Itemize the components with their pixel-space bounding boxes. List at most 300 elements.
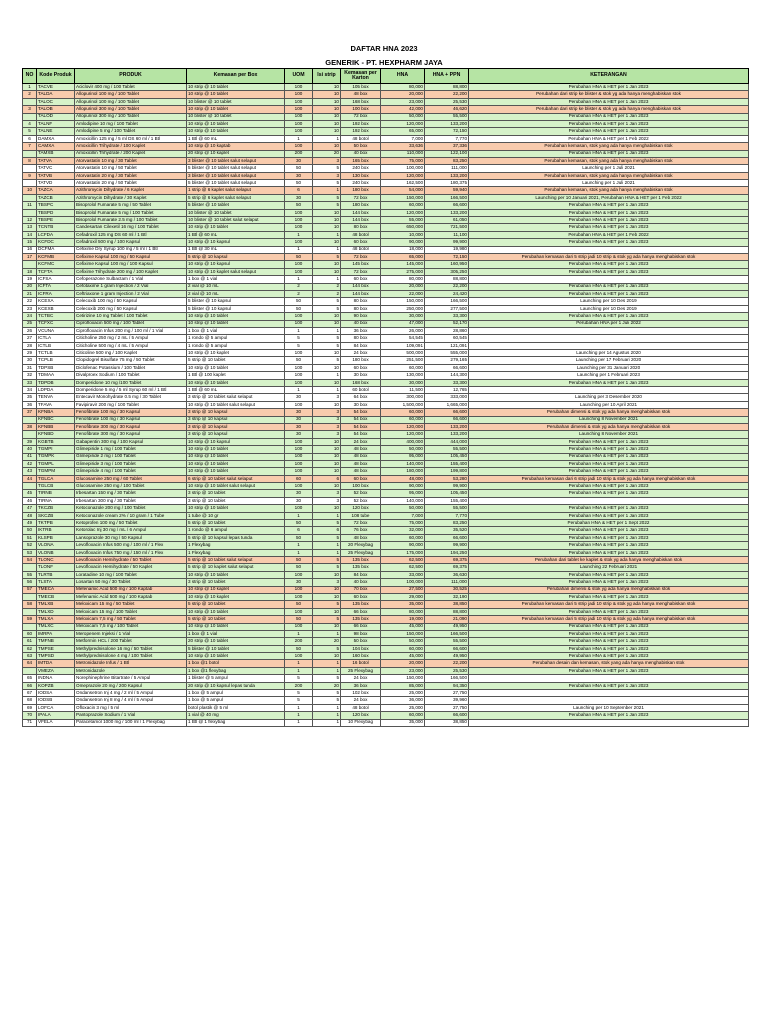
table-row	[23, 298, 749, 305]
row-kemasan-per-box: 10 strip @ 10 tablet salut selaput	[187, 401, 285, 408]
row-no: 16	[23, 246, 37, 253]
row-hna: 18,000	[381, 246, 425, 253]
table-row	[23, 379, 749, 386]
row-isi-strip: 5	[313, 697, 341, 704]
row-isi-strip: 10	[313, 320, 341, 327]
table-row	[23, 534, 749, 541]
row-kode-produk: ICTLA	[37, 335, 75, 342]
row-kode-produk: TIRNA	[37, 497, 75, 504]
row-kemasan-per-karton: 72 box	[341, 253, 381, 260]
row-produk: Amlodipine 5 mg / 100 Tablet	[75, 128, 187, 135]
row-kemasan-per-box: 1 box @1 botol	[187, 660, 285, 667]
row-uom: 30	[285, 394, 313, 401]
row-produk: Ondansetron Inj 8 mg / 4 ml / 5 Ampul	[75, 697, 187, 704]
row-hna: 175,000	[381, 549, 425, 556]
row-isi-strip: 3	[313, 416, 341, 423]
row-isi-strip: 5	[313, 357, 341, 364]
row-hna: 33,636	[381, 143, 425, 150]
row-kemasan-per-box: 1 box @ 1 vial	[187, 327, 285, 334]
row-kemasan-per-box: 1 Btl @ 30 mL	[187, 246, 285, 253]
row-produk: Citicoline 500 mg / 100 Kaplet	[75, 350, 187, 357]
row-kode-produk: TMLXC	[37, 623, 75, 630]
row-hna-ppn: 133,200	[425, 423, 469, 430]
row-kemasan-per-box: 3 strip @ 10 tablet	[187, 579, 285, 586]
row-keterangan: Perubahan HNA & HET per 1 Jan 2023	[469, 217, 749, 224]
row-no: 61	[23, 638, 37, 645]
table-row	[23, 557, 749, 564]
row-uom: 50	[285, 202, 313, 209]
row-keterangan	[469, 246, 749, 253]
row-isi-strip: 20	[313, 638, 341, 645]
row-hna-ppn: 105,450	[425, 453, 469, 460]
row-kode-produk: KCFMB	[37, 253, 75, 260]
row-hna: 140,000	[381, 460, 425, 467]
table-row	[23, 475, 749, 482]
row-keterangan	[469, 697, 749, 704]
row-keterangan: Perubahan HNA & HET per 1 Jan 2023	[469, 645, 749, 652]
row-kode-produk: TBSPD	[37, 209, 75, 216]
row-hna-ppn: 39,960	[425, 697, 469, 704]
row-kemasan-per-box: 1 blister @ 5 ampul	[187, 675, 285, 682]
row-no	[23, 623, 37, 630]
row-kode-produk: KLSPB	[37, 534, 75, 541]
row-kemasan-per-box: 1 Flexybag	[187, 542, 285, 549]
row-no: 56	[23, 579, 37, 586]
row-produk: Pantoprazole Sodium / 1 Vial	[75, 712, 187, 719]
row-kemasan-per-karton: 180 box	[341, 357, 381, 364]
table-row	[23, 84, 749, 91]
row-produk: Azithromycin Dihydrate / 6 Kaplet	[75, 187, 187, 194]
table-row	[23, 202, 749, 209]
row-keterangan	[469, 497, 749, 504]
row-kode-produk: TCFXC	[37, 320, 75, 327]
row-uom: 50	[285, 601, 313, 608]
row-keterangan: Perubahan kemasan dari 5 strip jadi 10 strip & stok yg ada hanya menghabiskan stok	[469, 601, 749, 608]
row-uom: 100	[285, 320, 313, 327]
row-hna: 120,000	[381, 120, 425, 127]
row-produk: Levofloxacin Infus 750 mg / 150 ml / 1 Flex	[75, 549, 187, 556]
row-hna-ppn: 69,375	[425, 564, 469, 571]
row-isi-strip: 1	[313, 276, 341, 283]
row-kemasan-per-karton: 60 box	[341, 364, 381, 371]
document-subtitle: GENERIK - PT. HEXPHARM JAYA	[325, 58, 443, 67]
row-isi-strip: 5	[313, 557, 341, 564]
row-hna-ppn: 155,400	[425, 497, 469, 504]
row-produk: Glimepiride 3 mg / 100 Tablet	[75, 460, 187, 467]
row-kemasan-per-box: 1 box @ 1 vial	[187, 276, 285, 283]
row-kemasan-per-box: 10 strip @ 10 tablet	[187, 608, 285, 615]
row-uom: 100	[285, 483, 313, 490]
row-keterangan: Perubahan HNA & HET per 1 Jan 2023	[469, 579, 749, 586]
row-kemasan-per-karton: 144 box	[341, 209, 381, 216]
table-row	[23, 327, 749, 334]
row-keterangan: Perubahan HNA & HET per 1 Feb 2022	[469, 135, 749, 142]
row-keterangan: Perubahan HNA & HET per 1 Jan 2023	[469, 313, 749, 320]
row-keterangan: Perubahan dari tablet ke kaplet & stok yg ada hanya menghabiskan stok	[469, 557, 749, 564]
row-keterangan: Perubahan HNA & HET per 1 Jan 2023	[469, 667, 749, 674]
row-isi-strip: 5	[313, 202, 341, 209]
row-kemasan-per-box: 10 strip @ 10 kaplet	[187, 586, 285, 593]
row-hna-ppn: 24,420	[425, 290, 469, 297]
row-keterangan: Perubahan dari strip ke blister & stok yg ada hanya menghabiskan stok	[469, 91, 749, 98]
table-row	[23, 704, 749, 711]
row-produk: Fenofibrate 300 mg / 30 Kapsul	[75, 431, 187, 438]
row-keterangan: Perubahan HNA & HET per 1 Jan 2023	[469, 438, 749, 445]
row-keterangan: Perubahan kemasan dari 6 strip jadi 10 strip & stok yg ada hanya menghabiskan stok	[469, 475, 749, 482]
row-kode-produk: TENVA	[37, 394, 75, 401]
row-kemasan-per-box: 10 strip @ 10 tablet	[187, 460, 285, 467]
row-isi-strip: 1	[313, 549, 341, 556]
row-keterangan	[469, 387, 749, 394]
row-kemasan-per-box: 1 box @1 flexybag	[187, 667, 285, 674]
row-keterangan	[469, 675, 749, 682]
row-hna-ppn: 7,770	[425, 512, 469, 519]
row-kemasan-per-karton: 40 box	[341, 320, 381, 327]
row-isi-strip: 5	[313, 675, 341, 682]
table-row	[23, 660, 749, 667]
row-kode-produk: TMLXB	[37, 601, 75, 608]
row-keterangan	[469, 276, 749, 283]
row-keterangan: Perubahan HNA & HET per 1 Jan 2023	[469, 120, 749, 127]
row-keterangan: Perubahan HNA & HET per 1 Sept 2022	[469, 520, 749, 527]
row-keterangan: Perubahan kemasan, stok yang ada hanya menghabiskan stok	[469, 172, 749, 179]
row-produk: Ofloxacin 3 mg / 5 ml	[75, 704, 187, 711]
row-no	[23, 483, 37, 490]
row-keterangan: Perubahan HNA per 1 Juli 2022	[469, 320, 749, 327]
table-row	[23, 143, 749, 150]
row-produk: Ketorolac Inj 30 mg / mL / 6 Ampul	[75, 527, 187, 534]
row-kode-produk: TMPSE	[37, 645, 75, 652]
row-hna: 650,000	[381, 224, 425, 231]
row-produk: Ceftriaxone 1 gram Injection / 2 Vial	[75, 290, 187, 297]
row-produk: Allopurinol 100 mg / 100 Tablet	[75, 98, 187, 105]
row-hna-ppn: 133,200	[425, 431, 469, 438]
row-hna-ppn: 49,950	[425, 623, 469, 630]
header-no: NO	[23, 69, 37, 84]
row-no: 57	[23, 586, 37, 593]
row-hna: 95,000	[381, 453, 425, 460]
row-hna-ppn: 66,600	[425, 712, 469, 719]
table-row	[23, 431, 749, 438]
row-kode-produk: IMRPA	[37, 630, 75, 637]
row-no: 41	[23, 453, 37, 460]
row-hna-ppn: 83,250	[425, 157, 469, 164]
table-row	[23, 224, 749, 231]
row-kode-produk: TDPSB	[37, 364, 75, 371]
row-hna-ppn: 35,520	[425, 527, 469, 534]
row-kemasan-per-box: 1 vial @ 40 mg	[187, 712, 285, 719]
row-kemasan-per-box: 5 strip @ 10 tablet	[187, 520, 285, 527]
row-produk: Citicholine 250 mg / 2 mL / 5 Ampul	[75, 335, 187, 342]
row-kode-produk: TAMXB	[37, 150, 75, 157]
row-keterangan	[469, 690, 749, 697]
header-keterangan: KETERANGAN	[469, 69, 749, 84]
row-kemasan-per-karton: 76 box	[341, 527, 381, 534]
row-hna-ppn: 160,950	[425, 261, 469, 268]
row-isi-strip: 1	[313, 246, 341, 253]
row-hna: 85,000	[381, 682, 425, 689]
row-kemasan-per-box: 1 box @ 5 ampul	[187, 690, 285, 697]
row-kode-produk: TCTLB	[37, 350, 75, 357]
row-hna: 80,000	[381, 276, 425, 283]
row-isi-strip: 5	[313, 564, 341, 571]
row-isi-strip: 10	[313, 128, 341, 135]
row-kemasan-per-box: 1 Btl @ 60 mL	[187, 231, 285, 238]
row-hna: 23,000	[381, 667, 425, 674]
row-isi-strip: 10	[313, 98, 341, 105]
row-hna-ppn: 83,250	[425, 520, 469, 527]
row-isi-strip: 10	[313, 350, 341, 357]
row-kemasan-per-karton: 160 box	[341, 653, 381, 660]
row-hna: 110,000	[381, 150, 425, 157]
row-hna: 60,000	[381, 416, 425, 423]
row-produk: Amoxicillin Trihydrate / 200 Kaplet	[75, 150, 187, 157]
row-isi-strip: 3	[313, 431, 341, 438]
row-kemasan-per-karton: 80 box	[341, 224, 381, 231]
row-keterangan: Perubahan HNA & HET per 1 Jan 2023	[469, 534, 749, 541]
row-kemasan-per-karton: 36 box	[341, 327, 381, 334]
row-hna: 60,000	[381, 712, 425, 719]
row-hna-ppn: 279,165	[425, 357, 469, 364]
row-kemasan-per-karton: 240 box	[341, 180, 381, 187]
row-uom: 50	[285, 357, 313, 364]
row-isi-strip: 10	[313, 586, 341, 593]
row-kemasan-per-box: 1 box @ 5 ampul	[187, 697, 285, 704]
row-kode-produk: TAZCA	[37, 187, 75, 194]
row-uom: 200	[285, 150, 313, 157]
row-hna-ppn: 27,750	[425, 690, 469, 697]
row-isi-strip: 1	[313, 704, 341, 711]
row-kemasan-per-karton: 48 botol	[341, 231, 381, 238]
row-hna: 7,000	[381, 135, 425, 142]
row-produk: Atorvastatin 10 mg / 30 Tablet	[75, 157, 187, 164]
table-row	[23, 446, 749, 453]
table-row	[23, 512, 749, 519]
row-isi-strip: 3	[313, 579, 341, 586]
row-produk: Allopurinol 300 mg / 100 Tablet	[75, 106, 187, 113]
row-isi-strip: 3	[313, 157, 341, 164]
row-no: 3	[23, 106, 37, 113]
row-hna: 145,000	[381, 261, 425, 268]
row-no: 44	[23, 475, 37, 482]
row-uom: 5	[285, 342, 313, 349]
row-kemasan-per-box: 5 blister @ 10 tablet salut selaput	[187, 165, 285, 172]
row-kemasan-per-box: 1 Btl @ 100 kaplet	[187, 372, 285, 379]
row-hna: 60,000	[381, 409, 425, 416]
row-kemasan-per-box: 10 strip @ 10 kapsul	[187, 261, 285, 268]
row-keterangan: Perubahan HNA & HET per 1 Jan 2023	[469, 239, 749, 246]
row-hna: 42,000	[381, 106, 425, 113]
row-hna: 65,000	[381, 128, 425, 135]
row-hna-ppn: 111,000	[425, 165, 469, 172]
row-keterangan: Perubahan HNA & HET per 1 Jan 2023	[469, 638, 749, 645]
row-produk: Cefixime Trihydrate 200 mg / 100 Kaplet	[75, 268, 187, 275]
row-isi-strip: 3	[313, 409, 341, 416]
table-row	[23, 601, 749, 608]
row-isi-strip: 10	[313, 224, 341, 231]
row-isi-strip: 10	[313, 438, 341, 445]
row-uom: 30	[285, 423, 313, 430]
row-isi-strip: 10	[313, 483, 341, 490]
row-produk: Mefenamic Acid 500 mg / 100 Kaptab	[75, 593, 187, 600]
row-isi-strip: 10	[313, 468, 341, 475]
row-keterangan: Perubahan HNA & HET per 1 Jan 2023	[469, 453, 749, 460]
row-keterangan: Perubahan HNA & HET per 1 Jan 2023	[469, 608, 749, 615]
row-kode-produk: TCTBC	[37, 313, 75, 320]
row-no: 63	[23, 653, 37, 660]
row-kemasan-per-karton: 60 box	[341, 475, 381, 482]
row-keterangan: Perubahan kemasan dari 5 strip jadi 10 strip & stok yg ada hanya menghabiskan stok	[469, 253, 749, 260]
row-hna-ppn: 25,530	[425, 667, 469, 674]
row-kemasan-per-karton: 100 box	[341, 106, 381, 113]
row-kemasan-per-karton: 192 box	[341, 128, 381, 135]
row-hna: 54,545	[381, 335, 425, 342]
row-no: 4	[23, 120, 37, 127]
row-kemasan-per-karton: 25 Flexybag	[341, 667, 381, 674]
row-kode-produk: TBSPC	[37, 202, 75, 209]
row-isi-strip: 10	[313, 453, 341, 460]
row-no: 26	[23, 327, 37, 334]
row-keterangan: Perubahan HNA & HET per 1 Jan 2023	[469, 379, 749, 386]
row-produk: Lansoprazole 30 mg / 50 Kapsul	[75, 534, 187, 541]
row-kemasan-per-karton: 135 box	[341, 616, 381, 623]
row-kemasan-per-karton: 48 box	[341, 534, 381, 541]
row-kemasan-per-karton: 50 box	[341, 143, 381, 150]
row-hna-ppn: 555,000	[425, 350, 469, 357]
table-row	[23, 579, 749, 586]
row-keterangan: Launching 22 Februari 2021	[469, 564, 749, 571]
row-uom: 100	[285, 653, 313, 660]
row-produk: Aciclovir 400 mg / 100 Tablet	[75, 84, 187, 91]
row-hna: 100,000	[381, 165, 425, 172]
row-kode-produk: KCFDC	[37, 239, 75, 246]
row-hna: 75,000	[381, 157, 425, 164]
row-uom: 6	[285, 187, 313, 194]
table-row	[23, 564, 749, 571]
row-hna: 25,000	[381, 704, 425, 711]
row-kemasan-per-box: 5 strip @ 10 kapsul lepas tunda	[187, 534, 285, 541]
row-kode-produk: TKCZB	[37, 505, 75, 512]
table-row	[23, 268, 749, 275]
row-kemasan-per-box: 5 blister @ 10 kapsul	[187, 305, 285, 312]
row-keterangan: Launching per 10 Des 2019	[469, 305, 749, 312]
table-row	[23, 246, 749, 253]
row-isi-strip: 10	[313, 460, 341, 467]
row-keterangan: Perubahan HNA & HET per 1 Jan 2023	[469, 505, 749, 512]
row-kemasan-per-box: 1 rondo @ 5 ampul	[187, 342, 285, 349]
row-kemasan-per-box: 1 strip @ 6 kaplet salut selaput	[187, 187, 285, 194]
row-isi-strip: 3	[313, 497, 341, 504]
row-hna: 150,000	[381, 675, 425, 682]
row-uom: 50	[285, 534, 313, 541]
row-keterangan: Perubahan dimensi & stok yg ada hanya menghabiskan stok	[469, 586, 749, 593]
row-kode-produk: DAMXA	[37, 135, 75, 142]
row-produk: Mefenamic Acid 500 mg / 100 Kaptab	[75, 586, 187, 593]
row-uom: 2	[285, 290, 313, 297]
row-isi-strip: 10	[313, 313, 341, 320]
table-row	[23, 682, 749, 689]
table-row	[23, 350, 749, 357]
row-keterangan: Perubahan HNA & HET per 1 Jan 2023	[469, 446, 749, 453]
row-kemasan-per-box: 1 tube @ 10 gr	[187, 512, 285, 519]
row-no: 30	[23, 357, 37, 364]
row-kode-produk: LDPDA	[37, 387, 75, 394]
row-keterangan: Perubahan HNA & HET per 1 Jan 2023	[469, 490, 749, 497]
table-row	[23, 128, 749, 135]
row-produk: Meloxicam 15 mg / 100 Tablet	[75, 608, 187, 615]
row-hna: 19,000	[381, 616, 425, 623]
row-kemasan-per-karton: 66 box	[341, 608, 381, 615]
row-kemasan-per-box: 5 strip @ 10 kapsul	[187, 253, 285, 260]
row-no: 15	[23, 239, 37, 246]
row-no	[23, 431, 37, 438]
row-uom: 1	[285, 512, 313, 519]
row-hna-ppn: 28,860	[425, 327, 469, 334]
header-hna-ppn: HNA + PPN	[425, 69, 469, 84]
table-header-row	[23, 69, 749, 84]
row-kemasan-per-box: 10 strip @ 10 tablet	[187, 91, 285, 98]
row-isi-strip: 10	[313, 120, 341, 127]
row-hna: 45,000	[381, 623, 425, 630]
row-no: 18	[23, 268, 37, 275]
row-kemasan-per-box: 10 blister @ 10 tablet	[187, 98, 285, 105]
table-row	[23, 113, 749, 120]
row-uom: 100	[285, 217, 313, 224]
table-row	[23, 497, 749, 504]
row-hna-ppn: 72,150	[425, 128, 469, 135]
row-produk: Cefoperazone Sulbactam / 1 Vial	[75, 276, 187, 283]
row-isi-strip: 1	[313, 719, 341, 726]
row-kemasan-per-box: 3 strip @ 10 kapsul	[187, 409, 285, 416]
row-uom: 30	[285, 490, 313, 497]
row-no: 38	[23, 423, 37, 430]
row-kode-produk: KFNBA	[37, 409, 75, 416]
row-kode-produk: IKTRB	[37, 527, 75, 534]
row-keterangan: Perubahan HNA & HET per 1 Jan 2023	[469, 113, 749, 120]
row-uom: 1	[285, 231, 313, 238]
row-kode-produk: TLSTA	[37, 579, 75, 586]
header-kemasan-per-karton: Kemasan per Karton	[341, 69, 381, 84]
row-hna-ppn: 25,530	[425, 98, 469, 105]
row-hna: 36,000	[381, 697, 425, 704]
row-no: 53	[23, 549, 37, 556]
row-hna: 30,000	[381, 313, 425, 320]
row-hna-ppn: 27,750	[425, 704, 469, 711]
row-no: 5	[23, 128, 37, 135]
row-uom: 30	[285, 194, 313, 201]
row-isi-strip: 10	[313, 571, 341, 578]
row-kode-produk: KFNBD	[37, 431, 75, 438]
row-uom: 100	[285, 91, 313, 98]
row-no	[23, 98, 37, 105]
row-kode-produk: TMLXD	[37, 608, 75, 615]
row-keterangan: Launching per 10 April 2021	[469, 401, 749, 408]
row-hna-ppn: 55,500	[425, 446, 469, 453]
row-keterangan: Perubahan kemasan dari 5 strip jadi 10 strip & stok yg ada hanya menghabiskan stok	[469, 616, 749, 623]
row-produk: Glucosamine 250 mg / 100 Tablet	[75, 483, 187, 490]
row-no	[23, 593, 37, 600]
row-kemasan-per-karton: 135 box	[341, 564, 381, 571]
row-hna: 60,000	[381, 364, 425, 371]
row-produk: Glimepiride 1 mg / 100 Tablet	[75, 446, 187, 453]
row-no: 62	[23, 645, 37, 652]
row-hna: 150,000	[381, 194, 425, 201]
row-kemasan-per-box: 20 strip @ 10 kaplet	[187, 150, 285, 157]
row-hna-ppn: 1,665,000	[425, 401, 469, 408]
row-no: 42	[23, 460, 37, 467]
row-hna-ppn: 55,500	[425, 638, 469, 645]
row-isi-strip: 1	[313, 231, 341, 238]
